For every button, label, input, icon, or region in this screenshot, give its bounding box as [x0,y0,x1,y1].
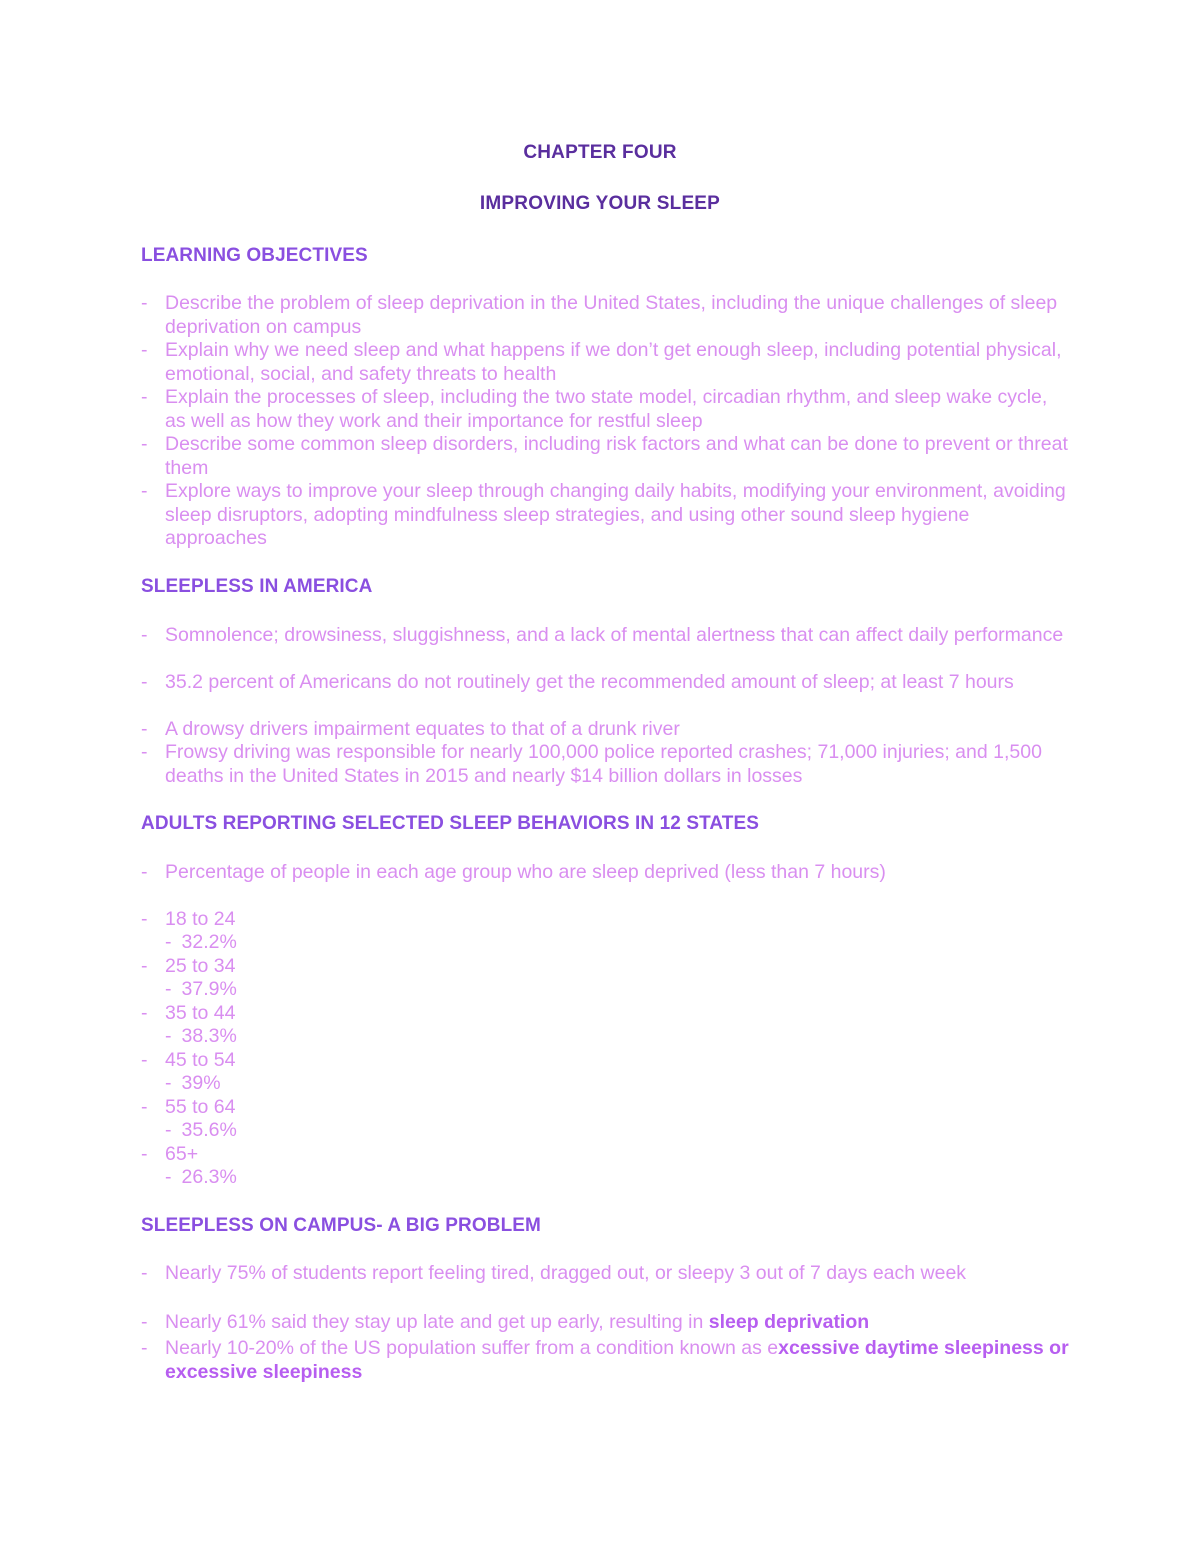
age-group-item: - 65+ [141,1143,199,1165]
age-group-percent: - 32.2% [165,931,237,953]
objective-item: - Describe some common sleep disorders, including risk factors and what can be done to prevent or threat them [141,433,1068,479]
sleepless-campus-heading: SLEEPLESS ON CAMPUS- A BIG PROBLEM [141,1215,541,1236]
age-group-percent: - 38.3% [165,1025,237,1047]
age-group-item: - 45 to 54 [141,1049,236,1071]
emphasis-text: xcessive daytime sleepiness or excessive sleepiness [165,1337,1069,1383]
america-item: - Somnolence; drowsiness, sluggishness, and a lack of mental alertness that can affect daily performance [141,624,1064,646]
objective-item: - Explore ways to improve your sleep through changing daily habits, modifying your environment, avoiding sleep disruptors, adopting mindfulness sleep strategies, and using other sound sleep hygiene approaches [141,480,1066,550]
sleep-behaviors-intro: - Percentage of people in each age group who are sleep deprived (less than 7 hours) [141,861,886,883]
age-group-percent: - 39% [165,1072,221,1094]
campus-item: - Nearly 10-20% of the US population suffer from a condition known as excessive daytime sleepiness or excessive sleepiness [141,1337,1069,1383]
objective-item: - Explain the processes of sleep, including the two state model, circadian rhythm, and sleep wake cycle, as well as how they work and their importance for restful sleep [141,386,1048,432]
age-group-item: - 55 to 64 [141,1096,236,1118]
campus-item: - Nearly 75% of students report feeling tired, dragged out, or sleepy 3 out of 7 days each week [141,1262,967,1284]
emphasis-text: sleep deprivation [708,1311,870,1333]
age-group-percent: - 26.3% [165,1166,237,1188]
age-group-percent: - 35.6% [165,1119,237,1141]
age-group-item: - 25 to 34 [141,955,236,977]
america-item: - Frowsy driving was responsible for nearly 100,000 police reported crashes; 71,000 injuries; and 1,500 deaths in the United States in 2015 and nearly $14 billion dollars in losses [141,741,1042,787]
chapter-title: CHAPTER FOUR [523,142,677,163]
america-item: - A drowsy drivers impairment equates to that of a drunk river [141,718,680,740]
age-group-percent: - 37.9% [165,978,237,1000]
objective-item: - Describe the problem of sleep deprivation in the United States, including the unique challenges of sleep deprivation on campus [141,292,1058,338]
sleepless-america-heading: SLEEPLESS IN AMERICA [141,576,373,597]
learning-objectives-heading: LEARNING OBJECTIVES [141,245,368,266]
america-item: - 35.2 percent of Americans do not routinely get the recommended amount of sleep; at least 7 hours [141,671,1014,693]
age-group-item: - 35 to 44 [141,1002,236,1024]
sleep-behaviors-heading: ADULTS REPORTING SELECTED SLEEP BEHAVIORS IN 12 STATES [141,813,760,834]
campus-item: - Nearly 61% said they stay up late and get up early, resulting in sleep deprivation [141,1311,870,1333]
age-group-item: - 18 to 24 [141,908,236,930]
chapter-subtitle: IMPROVING YOUR SLEEP [479,193,721,214]
objective-item: - Explain why we need sleep and what happens if we don’t get enough sleep, including potential physical, emotional, social, and safety threats to health [141,339,1062,385]
